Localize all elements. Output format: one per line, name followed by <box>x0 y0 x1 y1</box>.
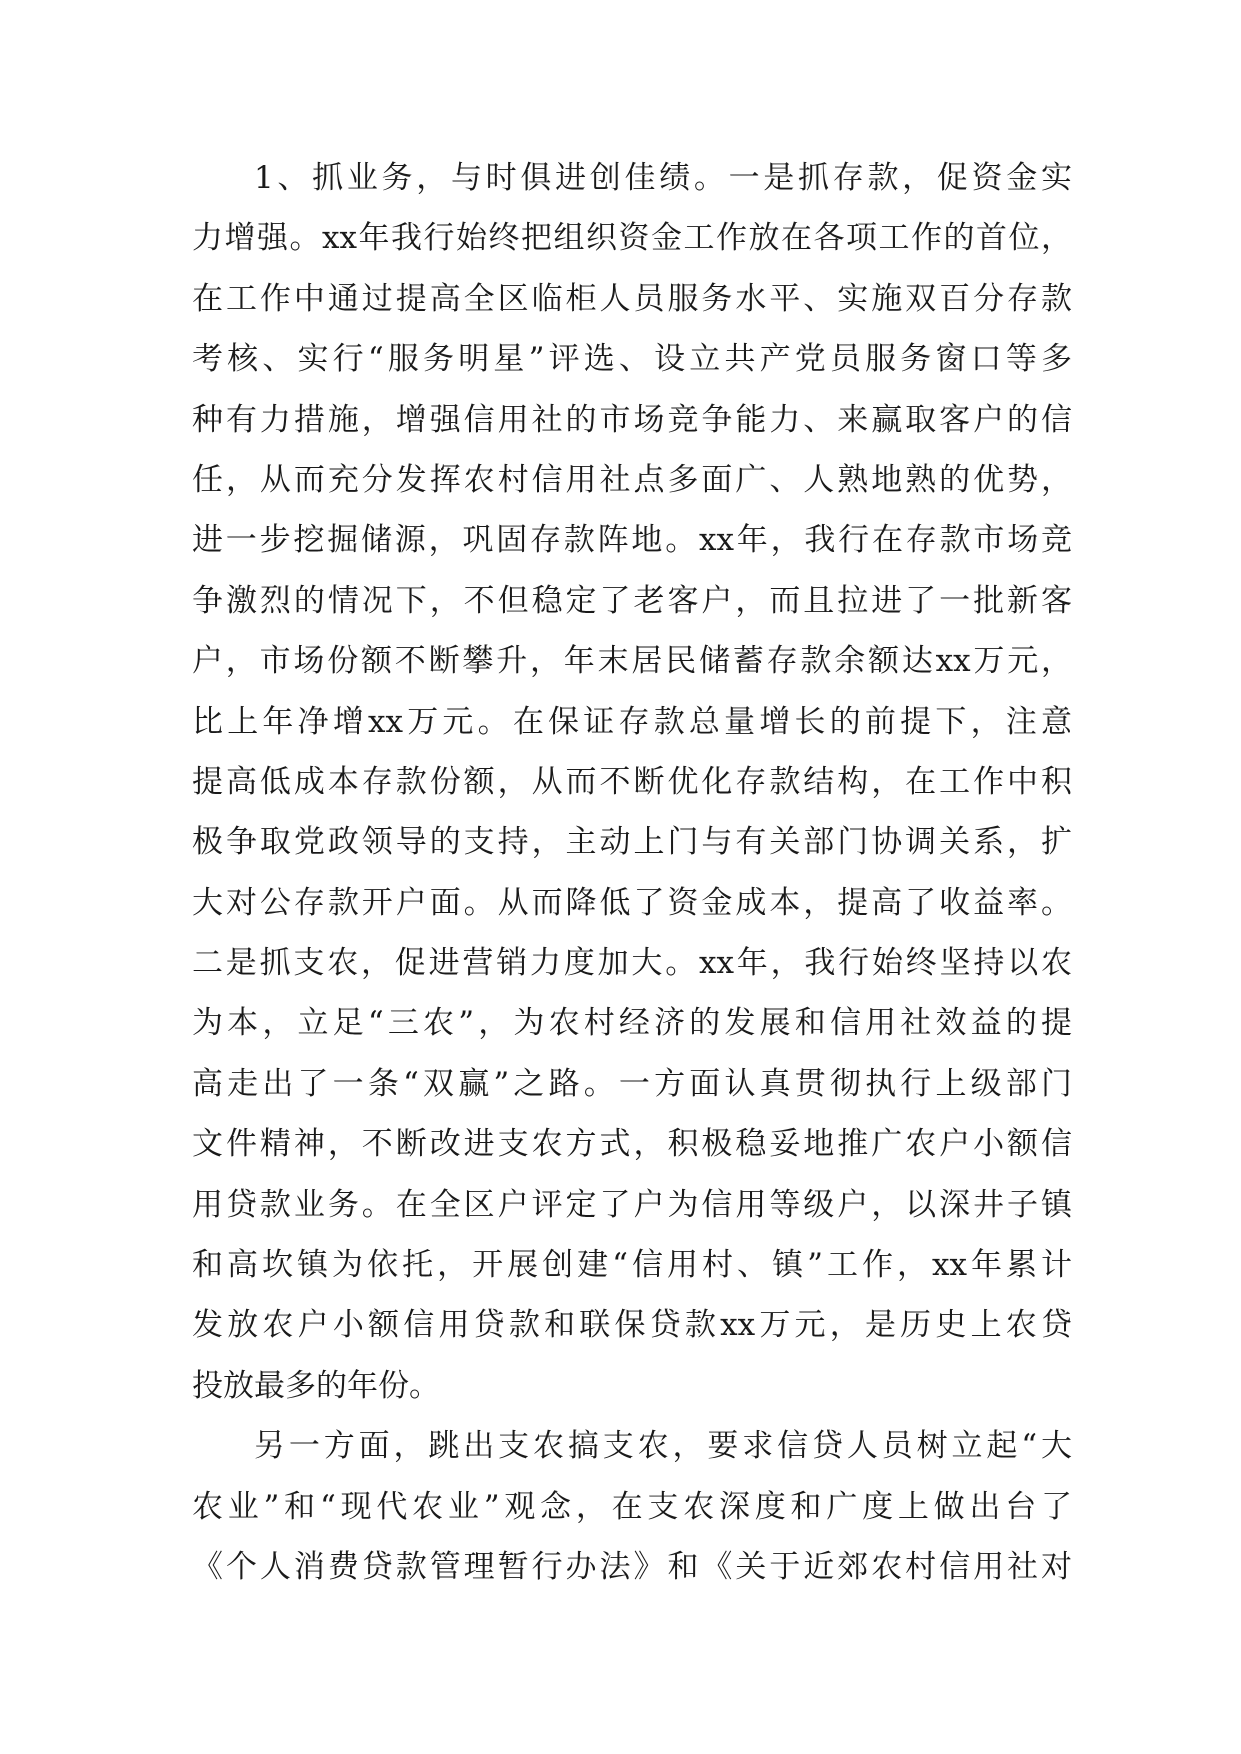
text-line: 高走出了一条“双赢”之路。一方面认真贯彻执行上级部门 <box>192 1065 1072 1102</box>
text-line: 用贷款业务。在全区户评定了户为信用等级户，以深井子镇 <box>192 1186 1072 1223</box>
text-line: 投放最多的年份。 <box>192 1367 440 1404</box>
text-line: 文件精神，不断改进支农方式，积极稳妥地推广农户小额信 <box>192 1126 1072 1163</box>
text-line: 比上年净增xx万元。在保证存款总量增长的前提下，注意 <box>192 703 1072 740</box>
text-line: 二是抓支农，促进营销力度加大。xx年，我行始终坚持以农 <box>192 945 1072 982</box>
text-line: 进一步挖掘储源，巩固存款阵地。xx年，我行在存款市场竞 <box>192 522 1072 559</box>
document-body <box>192 148 1072 1597</box>
text-line: 力增强。xx年我行始终把组织资金工作放在各项工作的首位， <box>192 220 1072 257</box>
text-line: 大对公存款开户面。从而降低了资金成本，提高了收益率。 <box>192 884 1072 921</box>
text-line: 考核、实行“服务明星”评选、设立共产党员服务窗口等多 <box>192 341 1072 378</box>
text-line: 农业”和“现代农业”观念，在支农深度和广度上做出台了 <box>192 1488 1072 1525</box>
text-line: 提高低成本存款份额，从而不断优化存款结构，在工作中积 <box>192 763 1072 800</box>
text-line: 任，从而充分发挥农村信用社点多面广、人熟地熟的优势， <box>192 461 1072 498</box>
text-line: 另一方面，跳出支农搞支农，要求信贷人员树立起“大 <box>254 1428 1072 1465</box>
text-line: 极争取党政领导的支持，主动上门与有关部门协调关系，扩 <box>192 824 1072 861</box>
text-line: 在工作中通过提高全区临柜人员服务水平、实施双百分存款 <box>192 280 1072 317</box>
text-line: 1、抓业务，与时俱进创佳绩。一是抓存款，促资金实 <box>254 160 1072 196</box>
text-line: 为本，立足“三农”，为农村经济的发展和信用社效益的提 <box>192 1005 1072 1042</box>
text-line: 发放农户小额信用贷款和联保贷款xx万元，是历史上农贷 <box>192 1307 1072 1344</box>
text-line: 《个人消费贷款管理暂行办法》和《关于近郊农村信用社对 <box>192 1548 1072 1585</box>
text-line: 户，市场份额不断攀升，年末居民储蓄存款余额达xx万元， <box>192 643 1072 680</box>
text-line: 种有力措施，增强信用社的市场竞争能力、来赢取客户的信 <box>192 401 1072 438</box>
text-line: 和高坎镇为依托，开展创建“信用村、镇”工作，xx年累计 <box>192 1247 1072 1284</box>
text-line: 争激烈的情况下，不但稳定了老客户，而且拉进了一批新客 <box>192 582 1072 619</box>
